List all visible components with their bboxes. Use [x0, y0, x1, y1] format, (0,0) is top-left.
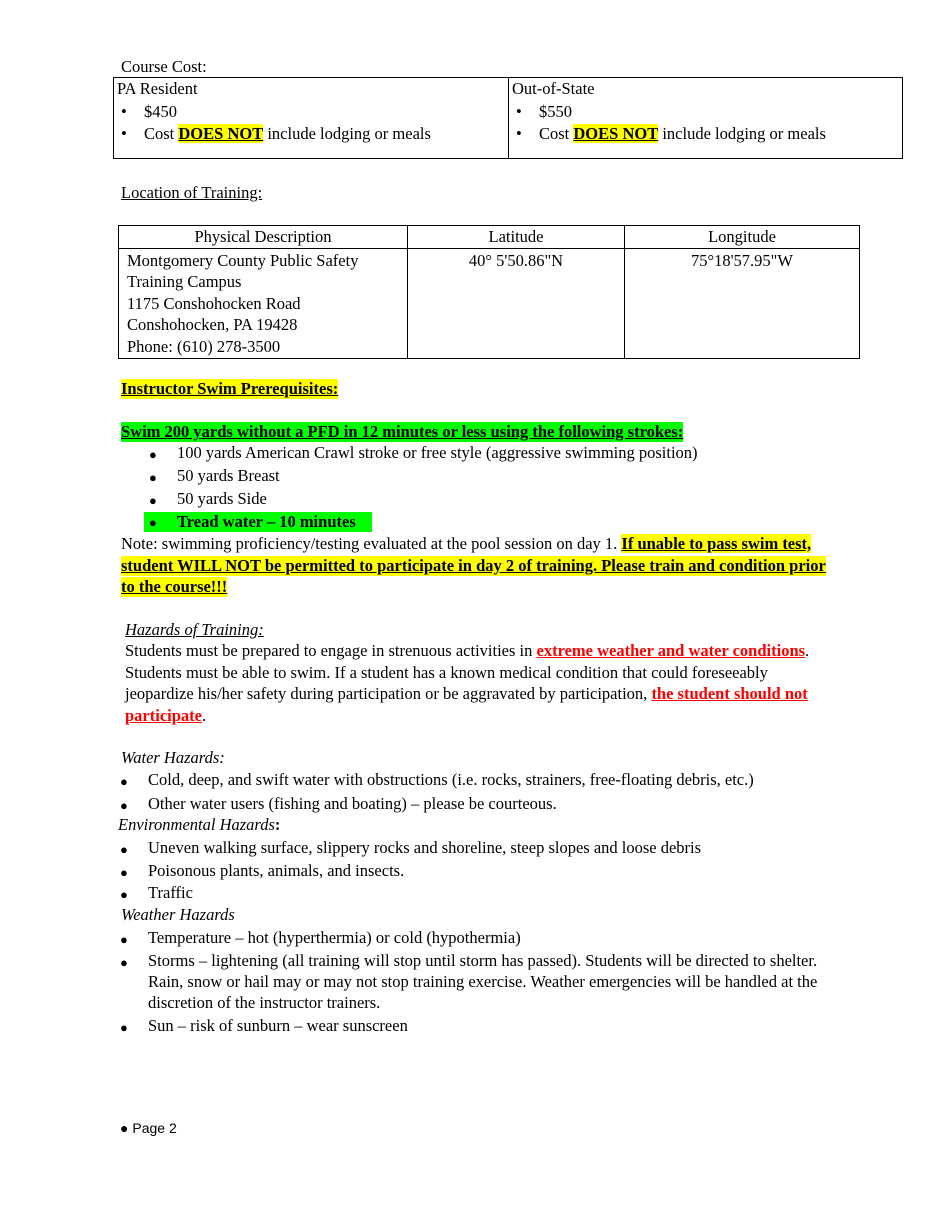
- stroke-item: 50 yards Breast: [177, 466, 280, 485]
- environmental-hazards-heading: Environmental Hazards:: [118, 815, 281, 834]
- stroke-item: 100 yards American Crawl stroke or free style (aggressive swimming position): [177, 443, 698, 462]
- description-line: Conshohocken, PA 19428: [127, 315, 298, 335]
- hazards-heading: Hazards of Training:: [125, 620, 264, 639]
- bullet-icon: ●: [149, 515, 157, 530]
- weather-hazards-heading: Weather Hazards: [121, 905, 235, 924]
- bullet-icon: ●: [149, 493, 157, 508]
- pa-resident-cell: [114, 78, 509, 159]
- description-line: 1175 Conshohocken Road: [127, 293, 301, 313]
- swim-requirement: Swim 200 yards without a PFD in 12 minutes or less using the following strokes:: [121, 422, 684, 441]
- bullet-icon: ●: [120, 842, 128, 857]
- weather-hazard-storms-cont: Rain, snow or hail may or may not stop training exercise. Weather emergencies will be handled at the: [148, 972, 818, 991]
- environmental-hazard-item: Poisonous plants, animals, and insects.: [148, 861, 405, 880]
- latitude-value: 40° 5'50.86"N: [408, 249, 625, 359]
- col-header-longitude: Longitude: [625, 226, 860, 249]
- bullet-icon: ●: [120, 955, 128, 970]
- longitude-value: 75°18'57.95"W: [625, 249, 860, 359]
- course-cost-label: Course Cost:: [121, 57, 207, 76]
- course-cost-table: [113, 77, 903, 159]
- bullet-icon: ●: [120, 865, 128, 880]
- swim-note-warning-end: to the course!!!: [121, 577, 228, 596]
- hazards-line-2: Students must be able to swim. If a student has a known medical condition that could foreseeably: [125, 663, 768, 682]
- out-of-state-note: • Cost DOES NOT include lodging or meals: [509, 123, 902, 146]
- bullet-icon: ●: [149, 470, 157, 485]
- water-hazards-heading: Water Hazards:: [121, 748, 225, 767]
- stroke-item: 50 yards Side: [177, 489, 267, 508]
- description-line: Training Campus: [127, 272, 242, 292]
- does-not-highlight: DOES NOT: [573, 124, 659, 143]
- weather-hazard-temperature: Temperature – hot (hyperthermia) or cold (hypothermia): [148, 928, 521, 947]
- footer-bullet-icon: ●: [120, 1120, 129, 1136]
- water-hazard-item: Other water users (fishing and boating) – please be courteous.: [148, 794, 557, 813]
- hazards-line-3: jeopardize his/her safety during participation or be aggravated by participation, the student should not: [125, 684, 808, 703]
- bullet-icon: ●: [120, 932, 128, 947]
- pa-resident-header: PA Resident: [117, 79, 198, 98]
- page-footer: [120, 1120, 177, 1136]
- swim-note-warning: student WILL NOT be permitted to participate in day 2 of training. Please train and condition prior: [121, 556, 826, 575]
- environmental-hazard-item: Traffic: [148, 883, 193, 902]
- does-not-highlight: DOES NOT: [178, 124, 264, 143]
- bullet-icon: ●: [120, 1020, 128, 1035]
- weather-hazard-storms-cont: discretion of the instructor trainers.: [148, 993, 381, 1012]
- bullet-icon: ●: [120, 798, 128, 813]
- hazards-line-4: participate.: [125, 706, 207, 725]
- water-hazard-item: Cold, deep, and swift water with obstructions (i.e. rocks, strainers, free-floating debris, etc.): [148, 770, 754, 789]
- physical-description-cell: [119, 249, 408, 359]
- pa-resident-price: • $450: [114, 101, 508, 124]
- location-table: [118, 225, 860, 359]
- weather-hazard-storms: Storms – lightening (all training will stop until storm has passed). Students will be directed to shelter.: [148, 951, 818, 970]
- environmental-hazard-item: Uneven walking surface, slippery rocks and shoreline, steep slopes and loose debris: [148, 838, 702, 857]
- bullet-icon: ●: [149, 447, 157, 462]
- bullet-icon: ●: [120, 887, 128, 902]
- swim-prereq-heading: Instructor Swim Prerequisites:: [121, 379, 339, 398]
- page-number: Page 2: [132, 1120, 177, 1136]
- swim-note: Note: swimming proficiency/testing evaluated at the pool session on day 1. If unable to pass swim test,: [121, 534, 812, 553]
- out-of-state-cell: [509, 78, 903, 159]
- pa-resident-note: • Cost DOES NOT include lodging or meals: [114, 123, 508, 146]
- col-header-description: Physical Description: [119, 226, 408, 249]
- bullet-icon: ●: [120, 774, 128, 789]
- hazards-line-1: Students must be prepared to engage in strenuous activities in extreme weather and water conditions.: [125, 641, 810, 660]
- description-line: Phone: (610) 278-3500: [127, 336, 281, 356]
- description-line: Montgomery County Public Safety: [127, 251, 359, 270]
- out-of-state-price: • $550: [509, 101, 902, 124]
- location-label: Location of Training:: [121, 183, 263, 202]
- tread-water-item: Tread water – 10 minutes: [177, 512, 356, 531]
- col-header-latitude: Latitude: [408, 226, 625, 249]
- out-of-state-header: Out-of-State: [512, 79, 595, 98]
- weather-hazard-sun: Sun – risk of sunburn – wear sunscreen: [148, 1016, 408, 1035]
